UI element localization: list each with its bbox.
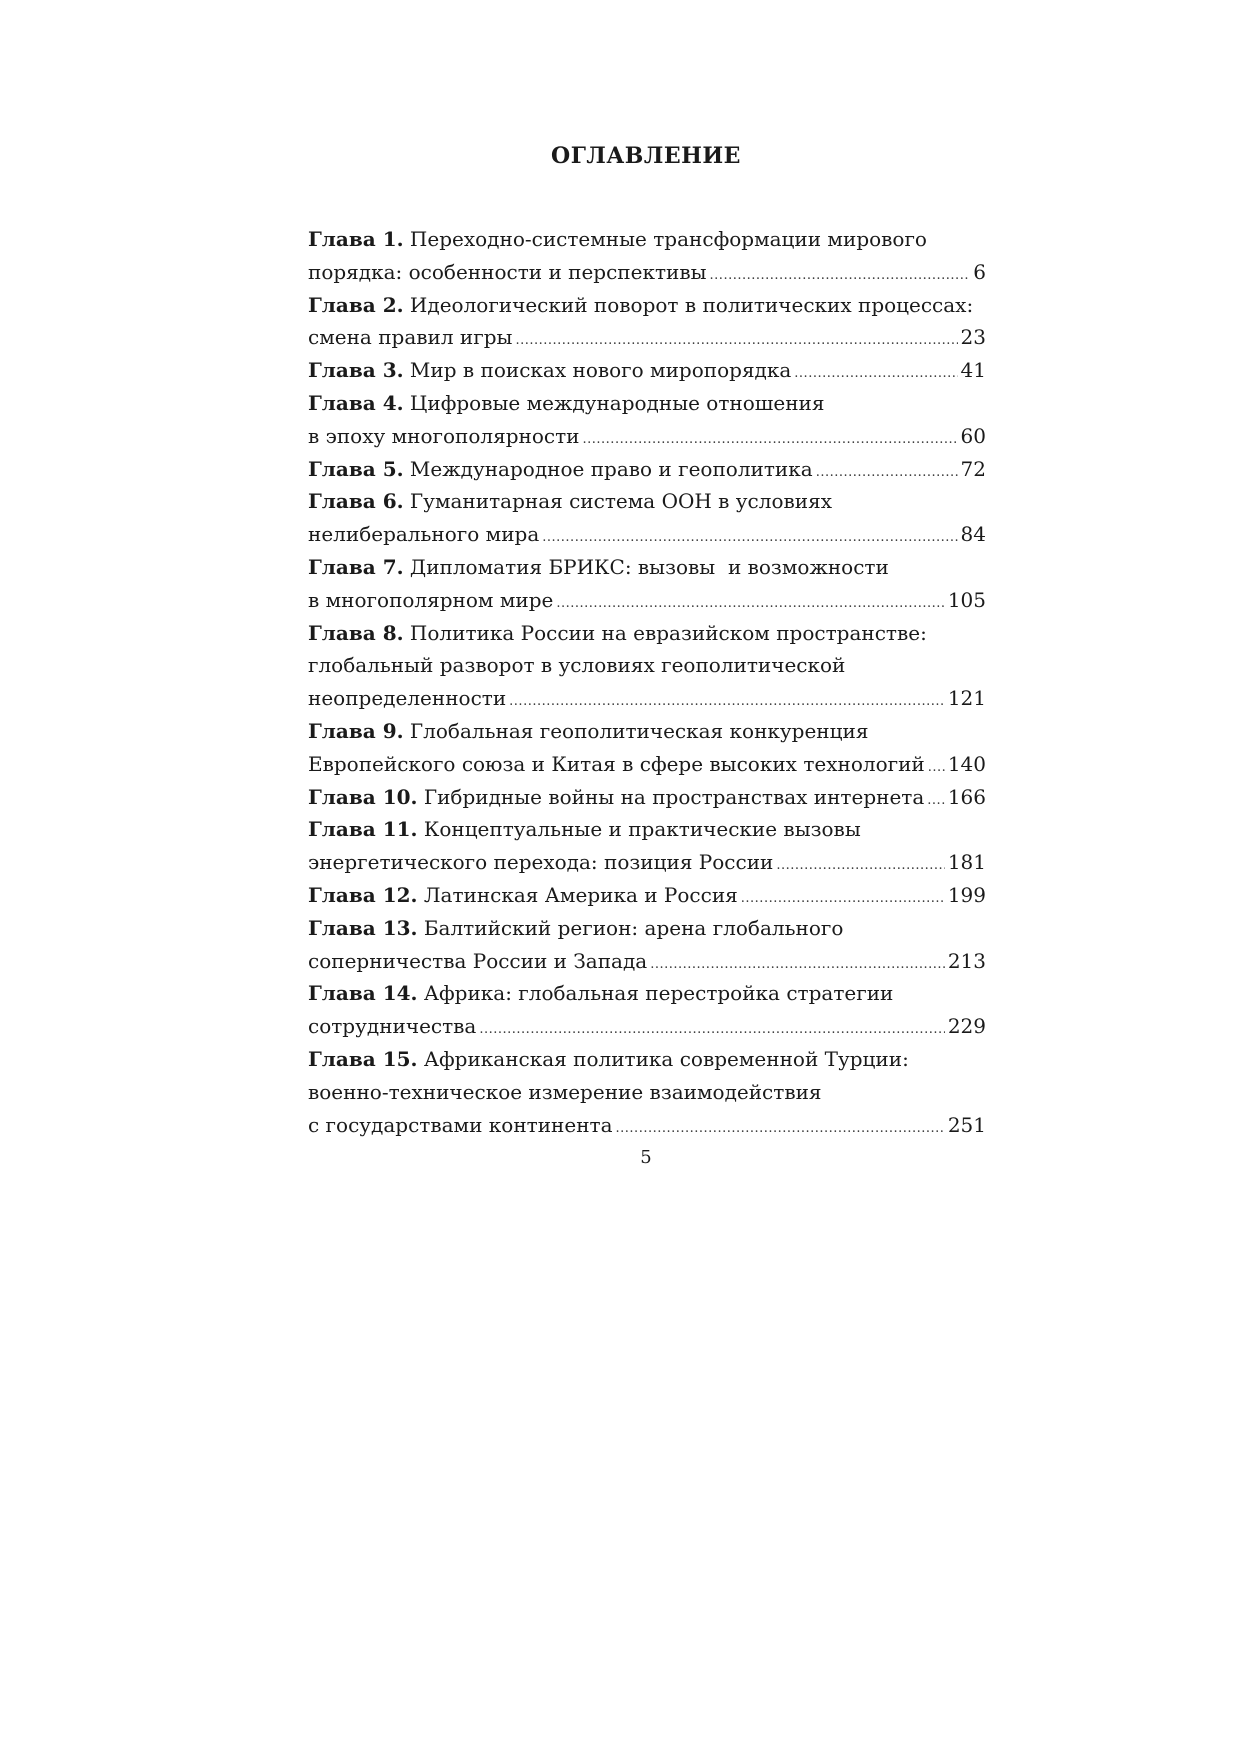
toc-page-number: 213 xyxy=(947,948,986,973)
toc-entry-line xyxy=(308,781,986,814)
toc-entry[interactable] xyxy=(308,781,986,814)
chapter-title-line: Гибридные войны на пространствах интернета xyxy=(417,784,925,809)
toc-entry-line xyxy=(308,289,986,322)
toc-entry-text xyxy=(308,945,647,978)
toc-page-number: 229 xyxy=(947,1014,986,1039)
toc-page-number: 41 xyxy=(960,358,986,383)
toc-entry-line xyxy=(308,682,986,715)
toc-page-number: 84 xyxy=(960,522,986,547)
dot-leader xyxy=(650,945,945,982)
chapter-title-line: энергетического перехода: позиция России xyxy=(308,850,774,875)
toc-page-number: 23 xyxy=(960,325,986,350)
toc-entry-text xyxy=(308,453,813,486)
chapter-number: Глава 9. xyxy=(308,718,404,743)
toc-entry-line xyxy=(308,715,986,748)
dot-leader xyxy=(515,321,957,358)
dot-leader xyxy=(542,518,957,555)
toc-entry-line xyxy=(308,485,986,518)
toc-page-number: 105 xyxy=(947,587,986,612)
dot-leader xyxy=(616,1109,945,1146)
chapter-title-line: в многополярном мире xyxy=(308,587,554,612)
toc-page-number: 60 xyxy=(960,423,986,448)
toc-entry[interactable] xyxy=(308,387,986,453)
toc-entry-line xyxy=(308,1043,986,1076)
chapter-number: Глава 15. xyxy=(308,1046,418,1071)
toc-entry-text xyxy=(308,420,580,453)
toc-entry-line xyxy=(308,551,986,584)
toc-page-number: 166 xyxy=(947,784,986,809)
chapter-number: Глава 8. xyxy=(308,620,404,645)
chapter-title-line: с государствами континента xyxy=(308,1112,613,1137)
toc-entry-text xyxy=(308,223,927,256)
toc-entry-text xyxy=(308,289,973,322)
chapter-number: Глава 4. xyxy=(308,390,404,415)
chapter-title-line: Гуманитарная система ООН в условиях xyxy=(403,489,832,514)
toc-page-number: 199 xyxy=(947,882,986,907)
toc-entry-line xyxy=(308,584,986,617)
toc-entry-line xyxy=(308,879,986,912)
dot-leader xyxy=(927,781,945,818)
toc-entry-line xyxy=(308,1109,986,1142)
toc-entry-text xyxy=(308,846,773,879)
toc-page-number: 251 xyxy=(947,1112,986,1137)
toc-entry-line xyxy=(308,256,986,289)
dot-leader xyxy=(794,354,957,391)
toc-title: ОГЛАВЛЕНИЕ xyxy=(551,143,741,169)
toc-entry-text xyxy=(308,1109,613,1142)
dot-leader xyxy=(741,879,945,916)
chapter-title-line: глобальный разворот в условиях геополитической xyxy=(308,653,846,678)
toc-entry[interactable] xyxy=(308,977,986,1043)
toc-entry[interactable] xyxy=(308,289,986,355)
chapter-title-line: Переходно-системные трансформации мирового xyxy=(403,227,927,251)
chapter-title-line: порядка: особенности и перспективы xyxy=(308,259,707,284)
toc-entry-text xyxy=(308,387,825,420)
toc-page-number: 140 xyxy=(947,751,986,776)
chapter-title-line: смена правил игры xyxy=(308,325,513,350)
toc-entry[interactable] xyxy=(308,912,986,978)
toc-entry[interactable] xyxy=(308,813,986,879)
chapter-title-line: Международное право и геополитика xyxy=(403,456,813,481)
toc-entry-line xyxy=(308,387,986,420)
toc-entry-line xyxy=(308,321,986,354)
toc-entry[interactable] xyxy=(308,551,986,617)
chapter-title-line: неопределенности xyxy=(308,686,507,711)
toc-entry[interactable] xyxy=(308,1043,986,1141)
chapter-title-line: нелиберального мира xyxy=(308,522,540,547)
toc-entry[interactable] xyxy=(308,485,986,551)
chapter-title-line: Цифровые международные отношения xyxy=(403,390,825,415)
toc-entry-text xyxy=(308,354,791,387)
toc-entry-text xyxy=(308,879,738,912)
toc-entry[interactable] xyxy=(308,617,986,715)
toc-entry-text xyxy=(308,485,832,518)
toc-entry-text xyxy=(308,1010,476,1043)
chapter-title-line: Балтийский регион: арена глобального xyxy=(417,915,844,940)
toc-entry-line xyxy=(308,617,986,650)
chapter-number: Глава 5. xyxy=(308,456,404,481)
chapter-title-line: Мир в поисках нового миропорядка xyxy=(403,358,792,383)
table-of-contents xyxy=(308,223,986,1141)
toc-entry-line xyxy=(308,977,986,1010)
chapter-title-line: военно-техническое измерение взаимодействия xyxy=(308,1079,822,1104)
chapter-number: Глава 14. xyxy=(308,981,418,1006)
chapter-number: Глава 12. xyxy=(308,882,418,907)
chapter-title-line: Дипломатия БРИКС: вызовы и возможности xyxy=(403,554,889,579)
toc-entry[interactable] xyxy=(308,354,986,387)
toc-entry-line xyxy=(308,846,986,879)
toc-page-number: 121 xyxy=(947,686,986,711)
toc-entry-text xyxy=(308,649,845,682)
chapter-title-line: Глобальная геополитическая конкуренция xyxy=(403,718,869,743)
toc-entry-line xyxy=(308,354,986,387)
toc-page-number: 181 xyxy=(947,850,986,875)
toc-entry-line xyxy=(308,748,986,781)
toc-page-number: 6 xyxy=(973,259,986,284)
toc-entry-text xyxy=(308,682,506,715)
chapter-title-line: Концептуальные и практические вызовы xyxy=(417,817,861,842)
chapter-title-line: сотрудничества xyxy=(308,1014,477,1039)
chapter-title-line: соперничества России и Запада xyxy=(308,948,648,973)
dot-leader xyxy=(928,748,945,785)
chapter-title-line: Африка: глобальная перестройка стратегии xyxy=(417,981,894,1006)
toc-entry-text xyxy=(308,748,925,781)
toc-entry-line xyxy=(308,1010,986,1043)
dot-leader xyxy=(509,682,945,719)
toc-entry[interactable] xyxy=(308,879,986,912)
toc-entry-line xyxy=(308,223,986,256)
chapter-number: Глава 1. xyxy=(308,227,404,251)
toc-entry-text xyxy=(308,1076,822,1109)
chapter-number: Глава 6. xyxy=(308,489,404,514)
chapter-title-line: Африканская политика современной Турции: xyxy=(417,1046,909,1071)
toc-entry-line xyxy=(308,813,986,846)
chapter-number: Глава 13. xyxy=(308,915,418,940)
chapter-number: Глава 2. xyxy=(308,292,404,317)
chapter-title-line: Латинская Америка и Россия xyxy=(417,882,738,907)
toc-entry-text xyxy=(308,551,889,584)
chapter-number: Глава 10. xyxy=(308,784,418,809)
dot-leader xyxy=(556,584,944,621)
toc-entry-line xyxy=(308,945,986,978)
toc-entry-text xyxy=(308,584,553,617)
toc-page-number: 72 xyxy=(960,456,986,481)
toc-entry[interactable] xyxy=(308,223,986,289)
toc-entry-text xyxy=(308,256,707,289)
toc-entry-line xyxy=(308,912,986,945)
chapter-number: Глава 11. xyxy=(308,817,418,842)
dot-leader xyxy=(816,453,958,490)
toc-entry-text xyxy=(308,518,539,551)
dot-leader xyxy=(776,846,944,883)
toc-entry-text xyxy=(308,977,893,1010)
toc-entry-text xyxy=(308,715,868,748)
dot-leader xyxy=(583,420,958,457)
dot-leader xyxy=(710,256,971,293)
toc-entry-text xyxy=(308,912,843,945)
toc-entry[interactable] xyxy=(308,715,986,781)
dot-leader xyxy=(479,1010,944,1047)
toc-entry-line xyxy=(308,453,986,486)
toc-entry-line xyxy=(308,649,986,682)
chapter-title-line: Европейского союза и Китая в сфере высоких технологий xyxy=(308,751,925,776)
toc-entry-text xyxy=(308,813,861,846)
toc-entry-line xyxy=(308,420,986,453)
chapter-title-line: Идеологический поворот в политических процессах: xyxy=(403,292,974,317)
toc-entry-text xyxy=(308,617,927,650)
toc-entry[interactable] xyxy=(308,453,986,486)
toc-entry-text xyxy=(308,781,924,814)
chapter-title-line: в эпоху многополярности xyxy=(308,423,580,448)
chapter-number: Глава 7. xyxy=(308,554,404,579)
toc-entry-text xyxy=(308,321,512,354)
chapter-number: Глава 3. xyxy=(308,358,404,383)
toc-entry-text xyxy=(308,1043,909,1076)
chapter-title-line: Политика России на евразийском пространстве: xyxy=(403,620,927,645)
toc-entry-line xyxy=(308,1076,986,1109)
toc-entry-line xyxy=(308,518,986,551)
page-number: 5 xyxy=(640,1147,652,1168)
